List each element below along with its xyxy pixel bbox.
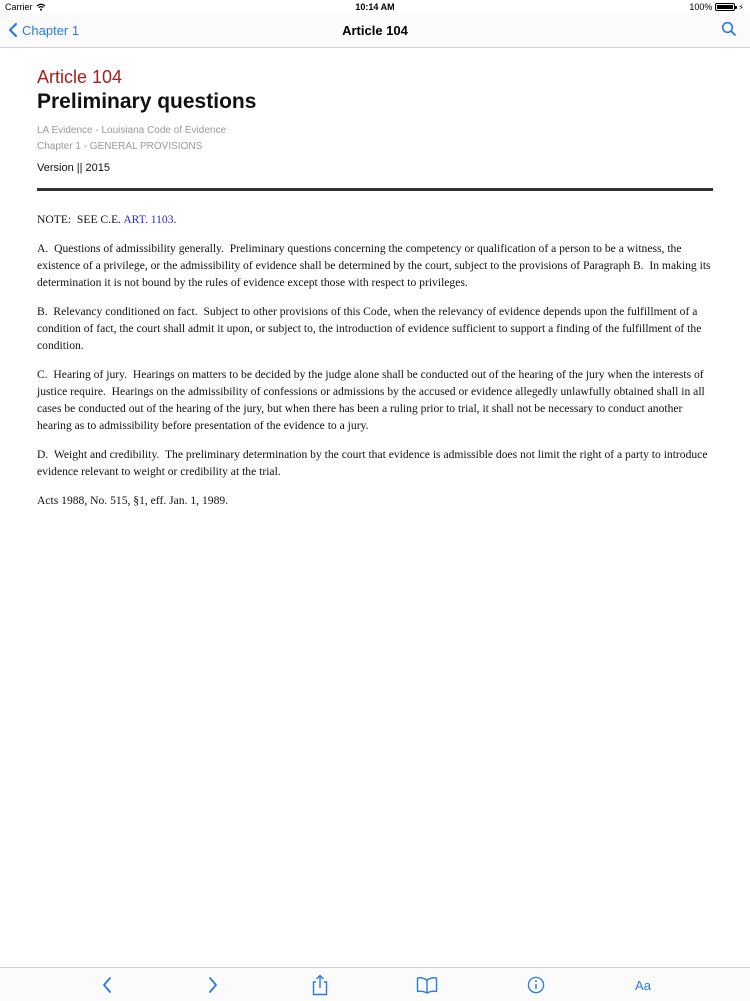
share-icon — [311, 974, 329, 996]
previous-button[interactable] — [96, 974, 118, 996]
article-link[interactable]: ART. 1103 — [123, 213, 174, 226]
bookmarks-button[interactable] — [416, 974, 438, 996]
paragraph-b: B. Relevancy conditioned on fact. Subject to other provisions of this Code, when the relevancy of evidence depends upon the fulfillment of a condition of fact, the court shall admit it upon, or subject to, the introduction of evidence sufficient to support a finding of the fulfillment of the condition. — [37, 305, 705, 352]
status-right — [689, 2, 744, 12]
info-button[interactable] — [525, 974, 547, 996]
status-bar — [0, 0, 750, 14]
article-number: Article 104 — [37, 67, 123, 87]
navigation-bar — [0, 14, 750, 48]
chapter-label: Chapter 1 - GENERAL PROVISIONS — [37, 141, 203, 152]
article-content — [37, 47, 713, 521]
search-button[interactable] — [721, 21, 737, 42]
version-label: Version || 2015 — [37, 162, 110, 174]
chevron-left-icon — [101, 976, 113, 994]
battery-percent: 100% — [689, 2, 713, 12]
header-divider — [37, 188, 713, 191]
bottom-toolbar — [0, 967, 750, 1001]
page-title: Preliminary questions — [37, 90, 257, 113]
note-suffix: . — [173, 213, 177, 226]
status-time: 10:14 AM — [355, 2, 395, 12]
chevron-right-icon — [207, 976, 219, 994]
font-size-button[interactable]: Aa — [635, 977, 651, 993]
paragraph-a: A. Questions of admissibility generally. Preliminary questions concerning the competency or qualification of a person to be a witness, the existence of a privilege, or the admissibility of evidence shall be determined by the court, subject to the provisions of Paragraph B. In making its determination it is not bound by the rules of evidence except those with respect to privileges. — [37, 242, 714, 289]
info-icon — [527, 976, 545, 994]
back-label: Chapter 1 — [22, 22, 80, 38]
paragraph-d: D. Weight and credibility. The preliminary determination by the court that evidence is admissible does not limit the right of a party to introduce evidence relevant to weight or credibility at the trial. — [37, 448, 711, 478]
book-icon — [416, 976, 438, 994]
charging-icon: ⚡ — [738, 2, 744, 12]
next-button[interactable] — [202, 974, 224, 996]
carrier-label: Carrier — [5, 2, 33, 12]
nav-title: Article 104 — [342, 23, 408, 38]
source-label: LA Evidence - Louisiana Code of Evidence — [37, 125, 227, 136]
battery-icon — [715, 3, 735, 11]
search-icon — [721, 21, 737, 37]
note-paragraph — [37, 211, 713, 228]
article-body — [37, 211, 713, 509]
note-text: NOTE: SEE C.E. — [37, 213, 124, 226]
acts-citation: Acts 1988, No. 515, §1, eff. Jan. 1, 1989. — [37, 494, 229, 507]
share-button[interactable] — [309, 974, 331, 996]
paragraph-c: C. Hearing of jury. Hearings on matters to be decided by the judge alone shall be conducted out of the hearing of the jury when the interests of justice require. Hearings on the admissibility of confessions or admissions by the accused or evidence allegedly unlawfully obtained shall in all cases be conducted out of the hearing of the jury, but when there has been a ruling prior to trial, it shall not be necessary to conduct another hearing as to admissibility before presentation of the evidence to a jury. — [37, 368, 708, 432]
